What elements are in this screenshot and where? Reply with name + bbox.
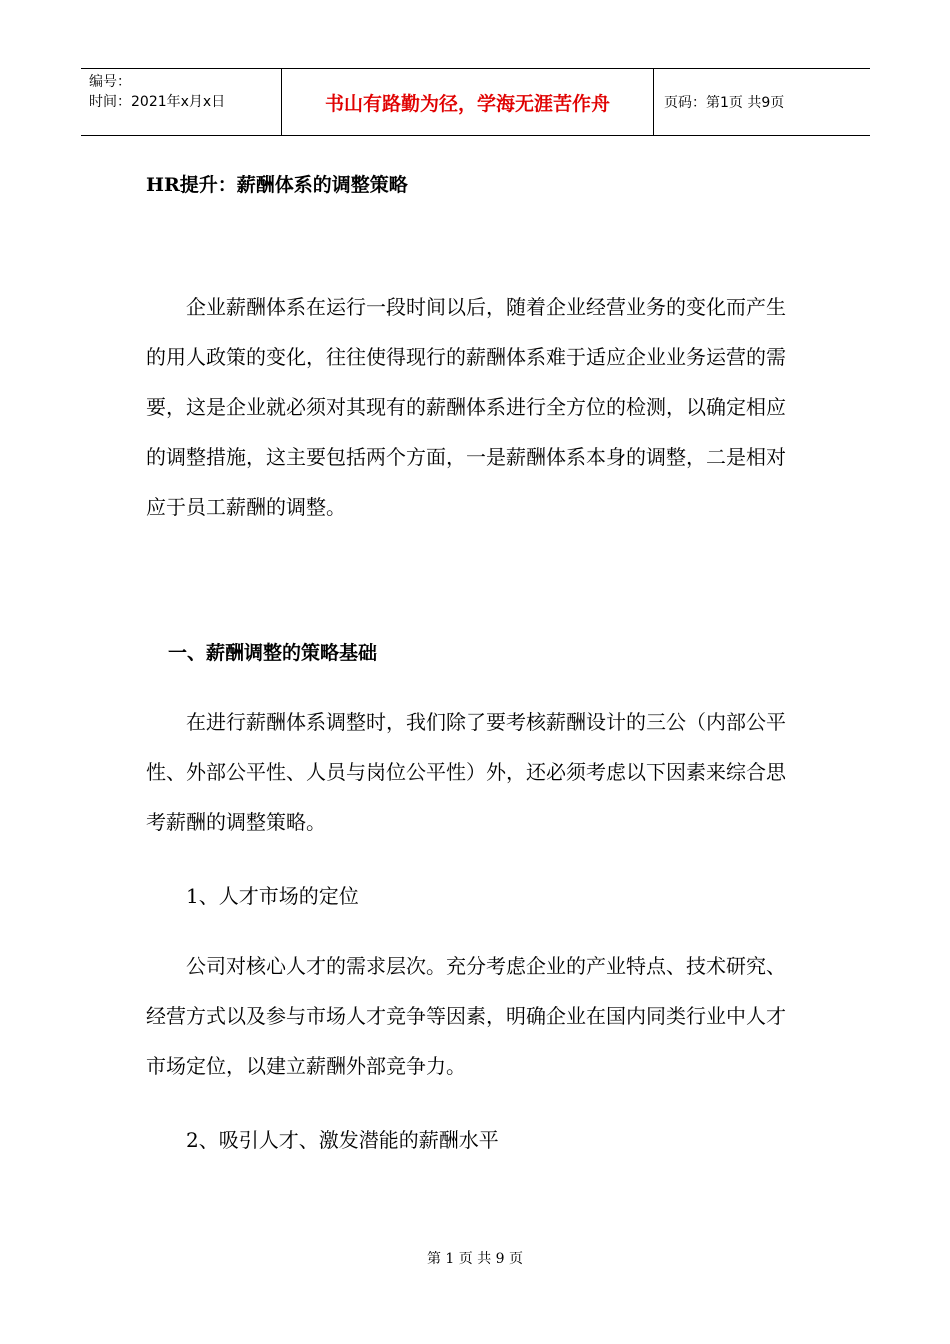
section1-paragraph: 在进行薪酬体系调整时，我们除了要考核薪酬设计的三公（内部公平性、外部公平性、人员与岗位公平性）外，还必须考虑以下因素来综合思考薪酬的调整策略。 [146, 710, 786, 834]
document-date-label: 时间：2021年x月x日 [89, 94, 226, 110]
header-page-info: 页码：第1页 共9页 [664, 95, 785, 111]
header-meta-cell [81, 69, 281, 135]
intro-paragraph: 企业薪酬体系在运行一段时间以后，随着企业经营业务的变化而产生的用人政策的变化，往往使得现行的薪酬体系难于适应企业业务运营的需要，这是企业就必须对其现有的薪酬体系进行全方位的检测，以确定相应的调整措施，这主要包括两个方面，一是薪酬体系本身的调整，二是相对应于员工薪酬的调整。 [146, 295, 786, 519]
subsection-heading-1: 1、人才市场的定位 [186, 884, 359, 908]
page-header [81, 68, 870, 136]
document-number-label: 编号： [89, 74, 131, 90]
subsection-heading-2: 2、吸引人才、激发潜能的薪酬水平 [186, 1128, 499, 1152]
document-title: HR提升：薪酬体系的调整策略 [146, 174, 408, 196]
page-footer: 第 1 页 共 9 页 [426, 1251, 524, 1267]
section-heading-1: 一、薪酬调整的策略基础 [168, 642, 378, 664]
subsection1-paragraph: 公司对核心人才的需求层次。充分考虑企业的产业特点、技术研究、经营方式以及参与市场人才竞争等因素，明确企业在国内同类行业中人才市场定位，以建立薪酬外部竞争力。 [146, 954, 786, 1078]
header-motto: 书山有路勤为径，学海无涯苦作舟 [281, 69, 654, 135]
